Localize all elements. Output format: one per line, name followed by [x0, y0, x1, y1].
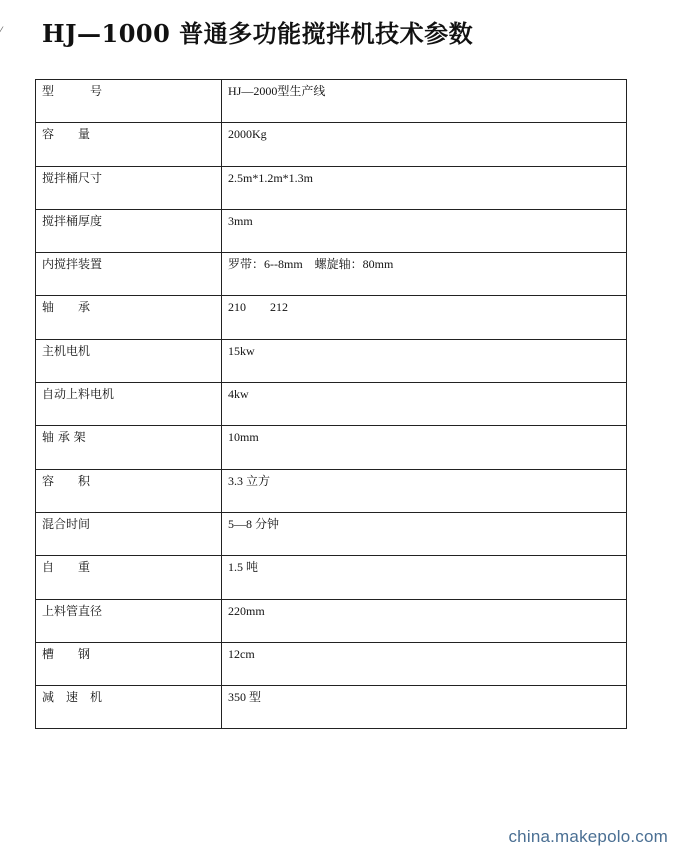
- spec-row: [36, 339, 627, 382]
- spec-value: 15kw: [222, 339, 627, 382]
- spec-value: 罗带：6--8mm 螺旋轴：80mm: [222, 253, 627, 296]
- spec-row: [36, 253, 627, 296]
- spec-label: 容 量: [36, 123, 222, 166]
- spec-table-body: [36, 80, 627, 729]
- spec-table: [35, 79, 627, 729]
- spec-label: 容 积: [36, 469, 222, 512]
- spec-value: 350 型: [222, 686, 627, 729]
- spec-row: [36, 556, 627, 599]
- spec-row: [36, 209, 627, 252]
- spec-label: 减 速 机: [36, 686, 222, 729]
- spec-label: 混合时间: [36, 512, 222, 555]
- spec-value: 3mm: [222, 209, 627, 252]
- spec-row: [36, 166, 627, 209]
- spec-value: 3.3 立方: [222, 469, 627, 512]
- spec-label: 轴 承: [36, 296, 222, 339]
- spec-value: 220mm: [222, 599, 627, 642]
- spec-label: 主机电机: [36, 339, 222, 382]
- watermark: china.makepolo.com: [508, 827, 668, 846]
- spec-label: 上料管直径: [36, 599, 222, 642]
- spec-value: 12cm: [222, 642, 627, 685]
- spec-row: [36, 686, 627, 729]
- spec-value: 5—8 分钟: [222, 512, 627, 555]
- spec-value: 4kw: [222, 383, 627, 426]
- spec-row: [36, 80, 627, 123]
- margin-mark: ⁄: [0, 26, 2, 37]
- spec-row: [36, 469, 627, 512]
- spec-label: 槽 钢: [36, 642, 222, 685]
- spec-label: 内搅拌装置: [36, 253, 222, 296]
- spec-row: [36, 426, 627, 469]
- spec-value: 1.5 吨: [222, 556, 627, 599]
- spec-label: 型 号: [36, 80, 222, 123]
- spec-label: 轴 承 架: [36, 426, 222, 469]
- spec-value: 210 212: [222, 296, 627, 339]
- spec-value: 2.5m*1.2m*1.3m: [222, 166, 627, 209]
- spec-value: 10mm: [222, 426, 627, 469]
- spec-row: [36, 599, 627, 642]
- spec-row: [36, 383, 627, 426]
- spec-label: 搅拌桶尺寸: [36, 166, 222, 209]
- spec-row: [36, 296, 627, 339]
- spec-value: HJ—2000型生产线: [222, 80, 627, 123]
- spec-row: [36, 642, 627, 685]
- page-title: HJ—1000 普通多功能搅拌机技术参数: [42, 19, 474, 48]
- spec-value: 2000Kg: [222, 123, 627, 166]
- spec-label: 自动上料电机: [36, 383, 222, 426]
- spec-label: 搅拌桶厚度: [36, 209, 222, 252]
- spec-label: 自 重: [36, 556, 222, 599]
- spec-row: [36, 123, 627, 166]
- spec-row: [36, 512, 627, 555]
